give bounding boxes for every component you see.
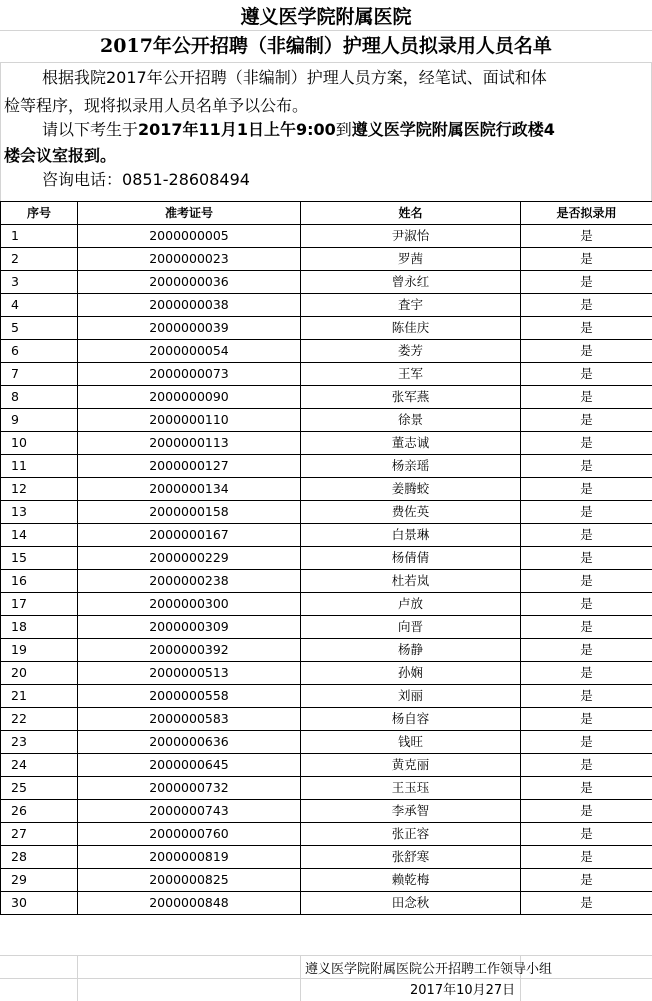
header-serial: 序号 [1, 202, 78, 225]
cell-exam-id: 2000000300 [78, 593, 301, 616]
cell-hired: 是 [521, 409, 652, 432]
cell-serial: 9 [1, 409, 78, 432]
notice-paragraph-1a: 根据我院2017年公开招聘（非编制）护理人员方案，经笔试、面试和体 [42, 68, 547, 87]
notice-paragraph-2a [4, 118, 648, 142]
cell-hired: 是 [521, 225, 652, 248]
cell-serial: 5 [1, 317, 78, 340]
cell-serial: 16 [1, 570, 78, 593]
cell-serial: 8 [1, 386, 78, 409]
cell-serial: 28 [1, 846, 78, 869]
notice-text: 请以下考生于 [42, 120, 139, 139]
cell-serial: 25 [1, 777, 78, 800]
cell-serial: 10 [1, 432, 78, 455]
cell-exam-id: 2000000113 [78, 432, 301, 455]
cell-exam-id: 2000000238 [78, 570, 301, 593]
cell-serial: 22 [1, 708, 78, 731]
gridline [77, 955, 78, 1001]
table-row [1, 800, 652, 823]
cell-serial: 2 [1, 248, 78, 271]
cell-name: 杨倩倩 [301, 547, 521, 570]
cell-exam-id: 2000000583 [78, 708, 301, 731]
table-row [1, 432, 652, 455]
cell-exam-id: 2000000558 [78, 685, 301, 708]
header-name: 姓名 [301, 202, 521, 225]
cell-serial: 18 [1, 616, 78, 639]
cell-serial: 19 [1, 639, 78, 662]
cell-serial: 1 [1, 225, 78, 248]
cell-exam-id: 2000000158 [78, 501, 301, 524]
cell-serial: 26 [1, 800, 78, 823]
cell-hired: 是 [521, 501, 652, 524]
cell-hired: 是 [521, 455, 652, 478]
header-exam-id: 准考证号 [78, 202, 301, 225]
cell-exam-id: 2000000760 [78, 823, 301, 846]
page-title-list: 2017年公开招聘（非编制）护理人员拟录用人员名单 [100, 35, 552, 57]
table-row [1, 248, 652, 271]
table-row [1, 409, 652, 432]
cell-hired: 是 [521, 593, 652, 616]
header-hired: 是否拟录用 [521, 202, 652, 225]
cell-exam-id: 2000000645 [78, 754, 301, 777]
cell-hired: 是 [521, 386, 652, 409]
cell-hired: 是 [521, 547, 652, 570]
cell-hired: 是 [521, 800, 652, 823]
cell-exam-id: 2000000110 [78, 409, 301, 432]
cell-exam-id: 2000000636 [78, 731, 301, 754]
cell-serial: 11 [1, 455, 78, 478]
gridline [0, 62, 1, 201]
cell-hired: 是 [521, 363, 652, 386]
table-row [1, 294, 652, 317]
cell-name: 杨静 [301, 639, 521, 662]
cell-exam-id: 2000000134 [78, 478, 301, 501]
cell-name: 田念秋 [301, 892, 521, 915]
cell-hired: 是 [521, 570, 652, 593]
table-row [1, 593, 652, 616]
gridline [300, 955, 301, 1001]
cell-name: 杜若岚 [301, 570, 521, 593]
notice-phone [4, 168, 648, 192]
cell-hired: 是 [521, 754, 652, 777]
cell-name: 赖乾梅 [301, 869, 521, 892]
table-row [1, 708, 652, 731]
cell-serial: 27 [1, 823, 78, 846]
table-row [1, 662, 652, 685]
cell-exam-id: 2000000825 [78, 869, 301, 892]
cell-name: 娄芳 [301, 340, 521, 363]
cell-serial: 15 [1, 547, 78, 570]
cell-hired: 是 [521, 823, 652, 846]
cell-name: 费佐英 [301, 501, 521, 524]
table-row [1, 478, 652, 501]
cell-exam-id: 2000000005 [78, 225, 301, 248]
page-title-hospital: 遵义医学院附属医院 [240, 6, 412, 28]
table-row [1, 892, 652, 915]
table-row [1, 754, 652, 777]
cell-hired: 是 [521, 685, 652, 708]
cell-exam-id: 2000000229 [78, 547, 301, 570]
cell-name: 徐景 [301, 409, 521, 432]
cell-name: 白景琳 [301, 524, 521, 547]
cell-exam-id: 2000000167 [78, 524, 301, 547]
table-row [1, 570, 652, 593]
cell-serial: 13 [1, 501, 78, 524]
cell-name: 王玉珏 [301, 777, 521, 800]
cell-exam-id: 2000000309 [78, 616, 301, 639]
table-row [1, 363, 652, 386]
cell-hired: 是 [521, 478, 652, 501]
cell-name: 杨亲瑶 [301, 455, 521, 478]
table-row [1, 524, 652, 547]
cell-exam-id: 2000000038 [78, 294, 301, 317]
cell-hired: 是 [521, 708, 652, 731]
cell-hired: 是 [521, 294, 652, 317]
cell-serial: 3 [1, 271, 78, 294]
cell-name: 尹淑怡 [301, 225, 521, 248]
cell-hired: 是 [521, 271, 652, 294]
cell-name: 陈佳庆 [301, 317, 521, 340]
cell-hired: 是 [521, 846, 652, 869]
table-row [1, 685, 652, 708]
cell-name: 杨自容 [301, 708, 521, 731]
cell-name: 姜腾蛟 [301, 478, 521, 501]
footer-date: 2017年10月27日 [410, 983, 516, 998]
phone-number: 0851-28608494 [122, 170, 250, 189]
table-row [1, 823, 652, 846]
cell-exam-id: 2000000073 [78, 363, 301, 386]
cell-exam-id: 2000000848 [78, 892, 301, 915]
notice-paragraph-1b: 检等程序，现将拟录用人员名单予以公布。 [4, 96, 309, 115]
cell-exam-id: 2000000036 [78, 271, 301, 294]
table-row [1, 869, 652, 892]
report-place: 遵义医学院附属医院行政楼4 [351, 120, 555, 139]
table-row [1, 317, 652, 340]
table-row [1, 455, 652, 478]
cell-exam-id: 2000000090 [78, 386, 301, 409]
table-row [1, 501, 652, 524]
notice-text: 到 [335, 120, 352, 139]
cell-hired: 是 [521, 317, 652, 340]
cell-serial: 21 [1, 685, 78, 708]
cell-serial: 12 [1, 478, 78, 501]
cell-name: 张军燕 [301, 386, 521, 409]
cell-serial: 24 [1, 754, 78, 777]
phone-label: 咨询电话： [42, 170, 123, 189]
cell-exam-id: 2000000054 [78, 340, 301, 363]
cell-exam-id: 2000000819 [78, 846, 301, 869]
cell-hired: 是 [521, 869, 652, 892]
cell-hired: 是 [521, 524, 652, 547]
table-row [1, 777, 652, 800]
cell-exam-id: 2000000743 [78, 800, 301, 823]
cell-name: 张舒寒 [301, 846, 521, 869]
cell-hired: 是 [521, 662, 652, 685]
cell-hired: 是 [521, 892, 652, 915]
cell-name: 卢放 [301, 593, 521, 616]
cell-hired: 是 [521, 432, 652, 455]
table-row [1, 639, 652, 662]
cell-hired: 是 [521, 777, 652, 800]
cell-hired: 是 [521, 639, 652, 662]
cell-name: 向晋 [301, 616, 521, 639]
table-row [1, 340, 652, 363]
cell-hired: 是 [521, 248, 652, 271]
cell-name: 张正容 [301, 823, 521, 846]
report-time: 2017年11月1日上午9:00 [138, 120, 336, 139]
cell-serial: 29 [1, 869, 78, 892]
cell-name: 董志诚 [301, 432, 521, 455]
table-row [1, 271, 652, 294]
gridline [0, 955, 652, 956]
cell-exam-id: 2000000513 [78, 662, 301, 685]
cell-serial: 6 [1, 340, 78, 363]
cell-name: 钱旺 [301, 731, 521, 754]
notice-paragraph-2b [4, 144, 644, 168]
cell-exam-id: 2000000732 [78, 777, 301, 800]
report-place-cont: 楼会议室报到。 [4, 146, 117, 165]
cell-serial: 4 [1, 294, 78, 317]
cell-serial: 17 [1, 593, 78, 616]
cell-exam-id: 2000000039 [78, 317, 301, 340]
cell-exam-id: 2000000127 [78, 455, 301, 478]
cell-name: 孙娴 [301, 662, 521, 685]
cell-name: 王军 [301, 363, 521, 386]
cell-hired: 是 [521, 340, 652, 363]
cell-name: 査宇 [301, 294, 521, 317]
cell-serial: 20 [1, 662, 78, 685]
table-row [1, 547, 652, 570]
hire-list-table [0, 201, 652, 915]
cell-exam-id: 2000000392 [78, 639, 301, 662]
cell-serial: 30 [1, 892, 78, 915]
cell-name: 黄克丽 [301, 754, 521, 777]
table-row [1, 386, 652, 409]
table-header-row [1, 202, 652, 225]
gridline [0, 62, 652, 63]
cell-serial: 23 [1, 731, 78, 754]
cell-name: 罗茜 [301, 248, 521, 271]
cell-serial: 14 [1, 524, 78, 547]
table-row [1, 616, 652, 639]
cell-name: 刘丽 [301, 685, 521, 708]
cell-serial: 7 [1, 363, 78, 386]
cell-name: 曾永红 [301, 271, 521, 294]
footer-organization: 遵义医学院附属医院公开招聘工作领导小组 [305, 962, 553, 977]
table-row [1, 846, 652, 869]
cell-exam-id: 2000000023 [78, 248, 301, 271]
cell-name: 李承智 [301, 800, 521, 823]
table-row [1, 225, 652, 248]
table-row [1, 731, 652, 754]
cell-hired: 是 [521, 616, 652, 639]
cell-hired: 是 [521, 731, 652, 754]
